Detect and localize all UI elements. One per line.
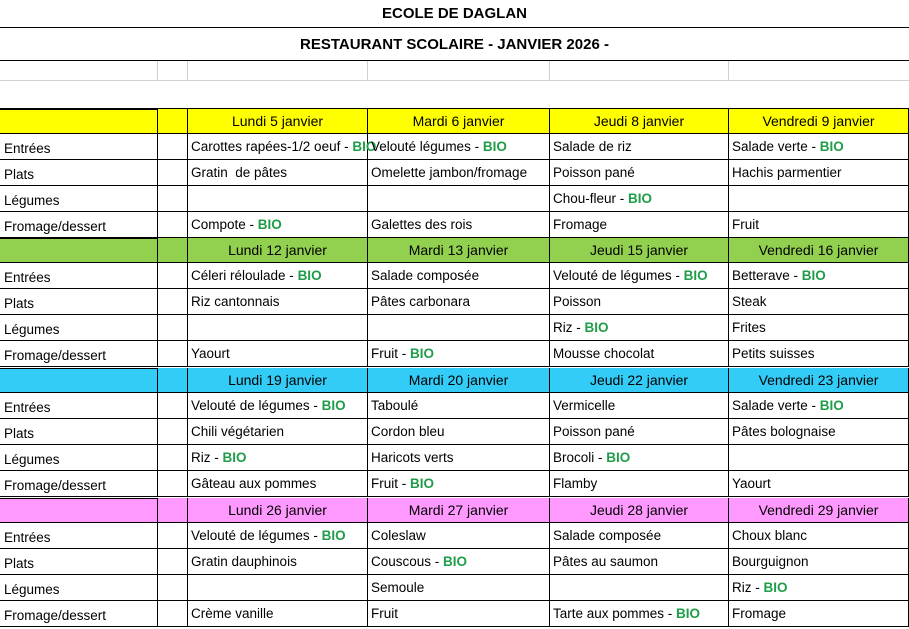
dish-name: Omelette jambon/fromage — [371, 165, 528, 180]
menu-cell-thursday-main[interactable] — [550, 289, 729, 315]
dish-name: Semoule — [371, 580, 425, 595]
spacer-cell — [158, 315, 188, 341]
week-2-main-row — [0, 289, 909, 315]
week-4-starter-row — [0, 523, 909, 549]
menu-cell-tuesday-dessert[interactable] — [368, 341, 550, 367]
week-3-header-row — [0, 368, 909, 393]
day-header-friday[interactable]: Vendredi 16 janvier — [729, 238, 909, 263]
menu-cell-monday-main[interactable] — [188, 160, 368, 186]
dish-name: Fromage — [553, 217, 608, 232]
dish-name: Céleri réloulade - — [191, 268, 298, 283]
menu-cell-friday-starter[interactable] — [729, 393, 909, 419]
menu-cell-thursday-dessert[interactable] — [550, 212, 729, 238]
header-blank-cell — [0, 109, 158, 134]
menu-cell-monday-dessert[interactable] — [188, 341, 368, 367]
menu-cell-tuesday-vegetable[interactable] — [368, 315, 550, 341]
menu-cell-friday-main[interactable] — [729, 160, 909, 186]
dish-name: Fruit — [732, 217, 759, 232]
menu-cell-friday-main[interactable] — [729, 549, 909, 575]
menu-cell-monday-vegetable[interactable] — [188, 445, 368, 471]
week-1-vegetable-row — [0, 186, 909, 212]
menu-cell-thursday-starter[interactable] — [550, 263, 729, 289]
day-header-thursday[interactable]: Jeudi 28 janvier — [550, 498, 729, 523]
bio-label: BIO — [222, 450, 247, 465]
day-header-thursday[interactable]: Jeudi 22 janvier — [550, 368, 729, 393]
menu-cell-thursday-main[interactable] — [550, 160, 729, 186]
header-blank-cell — [158, 238, 188, 263]
menu-cell-thursday-vegetable[interactable] — [550, 575, 729, 601]
dish-name: Riz - — [732, 580, 764, 595]
week-3-starter-row — [0, 393, 909, 419]
menu-cell-friday-dessert[interactable] — [729, 471, 909, 497]
dish-name: Compote - — [191, 217, 258, 232]
dish-name: Velouté de légumes - — [191, 398, 322, 413]
header-blank-cell — [158, 109, 188, 134]
row-label-vegetable: Légumes — [0, 575, 158, 601]
menu-cell-friday-main[interactable] — [729, 289, 909, 315]
spacer-cell — [158, 419, 188, 445]
bio-label: BIO — [410, 346, 435, 361]
dish-name: Salade composée — [371, 268, 480, 283]
dish-name: Tarte aux pommes - — [553, 606, 677, 621]
week-3-dessert-row — [0, 471, 909, 497]
dish-name: Hachis parmentier — [732, 165, 842, 180]
week-1-header-row — [0, 109, 909, 134]
dish-name: Pâtes bolognaise — [732, 424, 836, 439]
dish-name: Velouté de légumes - — [191, 528, 322, 543]
week-4-header-row — [0, 498, 909, 523]
menu-cell-thursday-vegetable[interactable] — [550, 315, 729, 341]
week-4-vegetable-row — [0, 575, 909, 601]
spacer-cell — [158, 601, 188, 627]
dish-name: Salade composée — [553, 528, 662, 543]
menu-cell-friday-vegetable[interactable] — [729, 575, 909, 601]
dish-name: Fruit — [371, 606, 398, 621]
dish-name: Salade verte - — [732, 139, 820, 154]
dish-name: Taboulé — [371, 398, 419, 413]
menu-cell-friday-starter[interactable] — [729, 523, 909, 549]
menu-cell-friday-vegetable[interactable] — [729, 186, 909, 212]
day-header-tuesday[interactable]: Mardi 13 janvier — [368, 238, 550, 263]
menu-cell-tuesday-dessert[interactable] — [368, 212, 550, 238]
dish-name: Chou-fleur - — [553, 191, 629, 206]
week-1-dessert-row — [0, 212, 909, 238]
spacer-cell — [158, 134, 188, 160]
week-2-header-row — [0, 238, 909, 263]
menu-title: RESTAURANT SCOLAIRE - JANVIER 2026 - — [0, 28, 909, 61]
bio-label: BIO — [801, 268, 826, 283]
day-header-friday[interactable]: Vendredi 29 janvier — [729, 498, 909, 523]
spacer-cell — [158, 549, 188, 575]
dish-name: Gâteau aux pommes — [191, 476, 317, 491]
dish-name: Riz - — [191, 450, 223, 465]
header-blank-cell — [158, 498, 188, 523]
menu-cell-tuesday-main[interactable] — [368, 549, 550, 575]
row-label-vegetable: Légumes — [0, 445, 158, 471]
menu-cell-monday-starter[interactable] — [188, 134, 377, 160]
day-header-monday[interactable]: Lundi 26 janvier — [188, 498, 368, 523]
week-2-dessert-row — [0, 341, 909, 367]
dish-name: Couscous - — [371, 554, 444, 569]
menu-cell-friday-main[interactable] — [729, 419, 909, 445]
dish-name: Brocoli - — [553, 450, 607, 465]
menu-cell-thursday-starter[interactable] — [550, 523, 729, 549]
menu-cell-friday-vegetable[interactable] — [729, 315, 909, 341]
row-label-main: Plats — [0, 160, 158, 186]
dish-name: Yaourt — [191, 346, 230, 361]
spacer-cell — [158, 160, 188, 186]
menu-cell-tuesday-main[interactable] — [368, 419, 550, 445]
bio-label: BIO — [321, 398, 346, 413]
bio-label: BIO — [410, 476, 435, 491]
row-label-starter: Entrées — [0, 393, 158, 419]
bio-label: BIO — [819, 398, 844, 413]
menu-cell-monday-dessert[interactable] — [188, 471, 368, 497]
bio-label: BIO — [443, 554, 468, 569]
menu-cell-monday-main[interactable] — [188, 549, 368, 575]
menu-cell-monday-vegetable[interactable] — [188, 186, 368, 212]
menu-cell-thursday-vegetable[interactable] — [550, 445, 729, 471]
menu-cell-thursday-main[interactable] — [550, 419, 729, 445]
dish-name: Haricots verts — [371, 450, 454, 465]
dish-name: Riz - — [553, 320, 585, 335]
dish-name: Fruit - — [371, 476, 410, 491]
dish-name: Gratin dauphinois — [191, 554, 297, 569]
dish-name: Bourguignon — [732, 554, 809, 569]
dish-name: Flamby — [553, 476, 598, 491]
week-1-starter-row — [0, 134, 909, 160]
row-label-vegetable: Légumes — [0, 186, 158, 212]
week-2-starter-row — [0, 263, 909, 289]
dish-name: Mousse chocolat — [553, 346, 655, 361]
dish-name: Velouté légumes - — [371, 139, 483, 154]
bio-label: BIO — [297, 268, 322, 283]
menu-cell-thursday-main[interactable] — [550, 549, 729, 575]
menu-cell-tuesday-vegetable[interactable] — [368, 575, 550, 601]
day-header-tuesday[interactable]: Mardi 27 janvier — [368, 498, 550, 523]
dish-name: Velouté de légumes - — [553, 268, 684, 283]
menu-cell-tuesday-main[interactable] — [368, 289, 550, 315]
day-header-monday[interactable]: Lundi 19 janvier — [188, 368, 368, 393]
menu-cell-friday-starter[interactable] — [729, 263, 909, 289]
dish-name: Fruit - — [371, 346, 410, 361]
week-3-main-row — [0, 419, 909, 445]
menu-cell-tuesday-dessert[interactable] — [368, 601, 550, 627]
header-blank-cell — [0, 498, 158, 523]
menu-cell-tuesday-vegetable[interactable] — [368, 186, 550, 212]
empty-cell — [368, 61, 550, 80]
menu-cell-monday-main[interactable] — [188, 419, 368, 445]
row-label-dessert: Fromage/dessert — [0, 601, 158, 627]
dish-name: Riz cantonnais — [191, 294, 280, 309]
menu-cell-monday-vegetable[interactable] — [188, 575, 368, 601]
menu-cell-thursday-starter[interactable] — [550, 393, 729, 419]
dish-name: Pâtes au saumon — [553, 554, 659, 569]
day-header-monday[interactable]: Lundi 5 janvier — [188, 109, 368, 134]
day-header-thursday[interactable]: Jeudi 15 janvier — [550, 238, 729, 263]
menu-cell-tuesday-starter[interactable] — [368, 393, 550, 419]
bio-label: BIO — [482, 139, 507, 154]
dish-name: Salade verte - — [732, 398, 820, 413]
spacer-cell — [158, 523, 188, 549]
empty-cell — [158, 61, 188, 80]
spacer-cell — [158, 186, 188, 212]
menu-cell-tuesday-starter[interactable] — [368, 134, 550, 160]
header-blank-cell — [158, 368, 188, 393]
spacer-cell — [158, 445, 188, 471]
dish-name: Coleslaw — [371, 528, 426, 543]
row-label-dessert: Fromage/dessert — [0, 471, 158, 497]
spacer-cell — [158, 341, 188, 367]
menu-cell-monday-dessert[interactable] — [188, 212, 368, 238]
menu-cell-tuesday-starter[interactable] — [368, 263, 550, 289]
bio-label: BIO — [584, 320, 609, 335]
menu-cell-monday-dessert[interactable] — [188, 601, 368, 627]
bio-label: BIO — [628, 191, 653, 206]
day-header-friday[interactable]: Vendredi 9 janvier — [729, 109, 909, 134]
menu-cell-friday-starter[interactable] — [729, 134, 909, 160]
bio-label: BIO — [257, 217, 282, 232]
spacer-cell — [158, 263, 188, 289]
bio-label: BIO — [321, 528, 346, 543]
row-label-starter: Entrées — [0, 134, 158, 160]
row-label-main: Plats — [0, 289, 158, 315]
menu-cell-tuesday-dessert[interactable] — [368, 471, 550, 497]
dish-name: Fromage — [732, 606, 787, 621]
header-blank-cell — [0, 238, 158, 263]
day-header-tuesday[interactable]: Mardi 6 janvier — [368, 109, 550, 134]
day-header-monday[interactable]: Lundi 12 janvier — [188, 238, 368, 263]
menu-cell-tuesday-main[interactable] — [368, 160, 550, 186]
dish-name: Cordon bleu — [371, 424, 445, 439]
week-4-dessert-row — [0, 601, 909, 627]
dish-name: Gratin de pâtes — [191, 165, 288, 180]
menu-cell-thursday-dessert[interactable] — [550, 601, 729, 627]
row-label-starter: Entrées — [0, 263, 158, 289]
menu-cell-tuesday-vegetable[interactable] — [368, 445, 550, 471]
week-4-main-row — [0, 549, 909, 575]
dish-name: Betterave - — [732, 268, 802, 283]
dish-name: Carottes rapées-1/2 oeuf - — [191, 139, 353, 154]
spacer-cell — [158, 212, 188, 238]
menu-cell-monday-starter[interactable] — [188, 263, 368, 289]
menu-cell-thursday-dessert[interactable] — [550, 471, 729, 497]
menu-cell-thursday-starter[interactable] — [550, 134, 729, 160]
day-header-friday[interactable]: Vendredi 23 janvier — [729, 368, 909, 393]
spacer-cell — [158, 393, 188, 419]
dish-name: Frites — [732, 320, 766, 335]
dish-name: Chili végétarien — [191, 424, 285, 439]
day-header-thursday[interactable]: Jeudi 8 janvier — [550, 109, 729, 134]
empty-cell — [550, 61, 729, 80]
menu-cell-monday-starter[interactable] — [188, 523, 368, 549]
school-title: ECOLE DE DAGLAN — [0, 0, 909, 28]
bio-label: BIO — [819, 139, 844, 154]
row-label-main: Plats — [0, 549, 158, 575]
dish-name: Poisson — [553, 294, 602, 309]
day-header-tuesday[interactable]: Mardi 20 janvier — [368, 368, 550, 393]
empty-cell — [188, 61, 368, 80]
row-label-vegetable: Légumes — [0, 315, 158, 341]
week-2-vegetable-row — [0, 315, 909, 341]
row-label-dessert: Fromage/dessert — [0, 341, 158, 367]
menu-cell-tuesday-starter[interactable] — [368, 523, 550, 549]
header-blank-cell — [0, 368, 158, 393]
empty-row-2 — [0, 81, 909, 109]
spacer-cell — [158, 289, 188, 315]
spacer-cell — [158, 471, 188, 497]
menu-cell-monday-main[interactable] — [188, 289, 368, 315]
dish-name: Pâtes carbonara — [371, 294, 471, 309]
row-label-starter: Entrées — [0, 523, 158, 549]
bio-label: BIO — [763, 580, 788, 595]
dish-name: Poisson pané — [553, 165, 635, 180]
menu-cell-friday-dessert[interactable] — [729, 601, 909, 627]
bio-label: BIO — [676, 606, 701, 621]
dish-name: Choux blanc — [732, 528, 808, 543]
dish-name: Vermicelle — [553, 398, 616, 413]
menu-cell-thursday-dessert[interactable] — [550, 341, 729, 367]
bio-label: BIO — [352, 139, 377, 154]
menu-cell-friday-vegetable[interactable] — [729, 445, 909, 471]
menu-cell-friday-dessert[interactable] — [729, 212, 909, 238]
dish-name: Yaourt — [732, 476, 771, 491]
empty-cell — [729, 61, 909, 80]
menu-cell-thursday-vegetable[interactable] — [550, 186, 729, 212]
week-1-main-row — [0, 160, 909, 186]
dish-name: Crème vanille — [191, 606, 274, 621]
menu-cell-friday-dessert[interactable] — [729, 341, 909, 367]
empty-row-1 — [0, 61, 909, 81]
spacer-cell — [158, 575, 188, 601]
week-3-vegetable-row — [0, 445, 909, 471]
bio-label: BIO — [683, 268, 708, 283]
dish-name: Poisson pané — [553, 424, 635, 439]
menu-cell-monday-starter[interactable] — [188, 393, 368, 419]
row-label-main: Plats — [0, 419, 158, 445]
row-label-dessert: Fromage/dessert — [0, 212, 158, 238]
dish-name: Steak — [732, 294, 767, 309]
dish-name: Petits suisses — [732, 346, 815, 361]
menu-cell-monday-vegetable[interactable] — [188, 315, 368, 341]
dish-name: Salade de riz — [553, 139, 632, 154]
dish-name: Galettes des rois — [371, 217, 473, 232]
bio-label: BIO — [606, 450, 631, 465]
empty-cell — [0, 61, 158, 80]
